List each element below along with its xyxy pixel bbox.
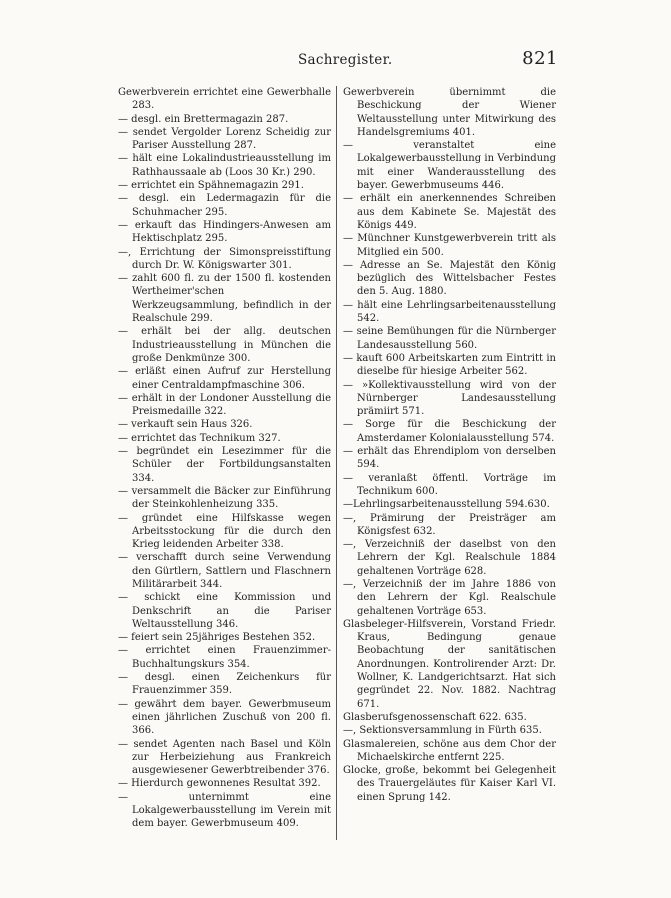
index-entry: —, Verzeichniß der im Jahre 1886 von den Lehrern der Kgl. Realschule gehaltenen Vorträge 653. [343,578,556,617]
index-entry: — begründet ein Lesezimmer für die Schüler der Fortbildungsanstalten 334. [118,446,331,484]
index-entry: — verkauft sein Haus 326. [118,419,253,431]
index-entry: — desgl. einen Zeichenkurs für Frauenzimmer 359. [118,672,331,697]
index-entry: —, Prämirung der Preisträger am Königsfest 632. [343,512,556,537]
running-title: Sachregister. [298,52,393,68]
index-entry: — sendet Vergolder Lorenz Scheidig zur Pariser Ausstellung 287. [118,126,331,152]
index-entry: — erhält bei der allg. deutschen Industrieausstellung in München die große Denkmünze 300. [118,326,331,364]
index-entry: — seine Bemühungen für die Nürnberger Landesausstellung 560. [343,326,556,351]
index-entry: Glasberufsgenossenschaft 622. 635. [343,711,527,723]
index-entry: — veranstaltet eine Lokalgewerbausstellung in Verbindung mit einer Wanderausstellung des bayer. Gewerbmuseums 446. [343,140,556,192]
index-entry: — zahlt 600 fl. zu der 1500 fl. kostenden Wertheimer'schen Werkzeugsammlung, befindlich in der Realschule 299. [118,273,331,325]
index-entry: — hält eine Lehrlingsarbeitenausstellung 542. [343,299,556,325]
index-entry: — kauft 600 Arbeitskarten zum Eintritt in dieselbe für hiesige Arbeiter 562. [343,352,556,378]
page-header [80,48,558,72]
page-number: 821 [522,48,558,69]
index-entry: — veranlaßt öffentl. Vorträge im Technikum 600. [343,472,556,497]
index-entry: — Adresse an Se. Majestät den König bezüglich des Wittelsbacher Festes den 5. Aug. 1880. [343,259,556,298]
index-entry: — gründet eine Hilfskasse wegen Arbeitsstockung für die durch den Krieg leidenden Arbeiter 338. [118,512,331,551]
index-entry: —Lehrlingsarbeitenausstellung 594.630. [343,499,550,511]
index-entry: —, Errichtung der Simonspreisstiftung durch Dr. W. Königswarter 301. [118,246,331,271]
index-entry: — feiert sein 25jähriges Bestehen 352. [118,632,316,644]
index-entry: — errichtet ein Spähnemagazin 291. [118,180,304,192]
index-entry: — unternimmt eine Lokalgewerbausstellung im Verein mit dem bayer. Gewerbmuseum 409. [118,791,331,830]
index-entry: —, Verzeichniß der daselbst von den Lehrern der Kgl. Realschule 1884 gehaltenen Vorträge 628. [343,539,556,577]
index-entry: — erhält das Ehrendiplom von derselben 594. [343,446,556,471]
index-entry: — desgl. ein Brettermagazin 287. [118,113,289,125]
index-entry: — sendet Agenten nach Basel und Köln zur Herbeiziehung aus Frankreich ausgewiesener Gewerbtreibender 376. [118,738,331,777]
index-entry: — erhält in der Londoner Ausstellung die Preismedaille 322. [118,392,331,418]
index-entry: — verschafft durch seine Verwendung den Gürtlern, Sattlern und Flaschnern Militärarbeit 344. [118,552,331,590]
index-entry: — erhält ein anerkennendes Schreiben aus dem Kabinete Se. Majestät des Königs 449. [343,193,556,231]
index-entry: — Hierdurch gewonnenes Resultat 392. [118,778,321,790]
index-entry: — erkauft das Hindingers-Anwesen am Hektischplatz 295. [118,219,331,245]
index-entry: —, Sektionsversammlung in Fürth 635. [343,725,542,737]
index-entry: — gewährt dem bayer. Gewerbmuseum einen jährlichen Zuschuß von 200 fl. 366. [118,698,331,737]
index-entry: — erläßt einen Aufruf zur Herstellung einer Centraldampfmaschine 306. [118,366,331,391]
index-entry: Glasmalereien, schöne aus dem Chor der Michaelskirche entfernt 225. [343,738,556,763]
column-divider [336,86,337,840]
index-entry: — errichtet einen Frauenzimmer-Buchhaltungskurs 354. [118,645,331,670]
index-column-left [118,86,331,831]
index-entry: — Sorge für die Beschickung der Amsterdamer Kolonialausstellung 574. [343,419,556,444]
index-entry: — schickt eine Kommission und Denkschrift an die Pariser Weltausstellung 346. [118,592,331,630]
index-entry: — »Kollektivausstellung wird von der Nürnberger Landesausstellung prämiirt 571. [343,379,556,418]
index-entry: Glasbeleger-Hilfsverein, Vorstand Friedr. Kraus, Bedingung genaue Beobachtung der sanitätischen Anordnungen. Kontrolirender Arzt: Dr. Wollner, K. Landgerichtsarzt. Hat sich gegründet 22. Nov. 1882. Nachtrag 671. [343,618,556,710]
index-entry: Glocke, große, bekommt bei Gelegenheit des Trauergeläutes für Kaiser Karl VI. einen Sprung 142. [343,765,556,803]
index-entry: — desgl. ein Ledermagazin für die Schuhmacher 295. [118,193,331,218]
index-column-right [343,86,556,804]
index-entry: — hält eine Lokalindustrieausstellung im Rathhaussaale ab (Loos 30 Kr.) 290. [118,153,331,178]
index-entry: — versammelt die Bäcker zur Einführung der Steinkohlenheizung 335. [118,485,331,511]
index-entry: Gewerbverein errichtet eine Gewerbhalle 283. [118,87,331,112]
index-entry: Gewerbverein übernimmt die Beschickung der Wiener Weltausstellung unter Mitwirkung des Handelsgremiums 401. [343,87,556,138]
index-entry: — errichtet das Technikum 327. [118,432,281,444]
index-entry: — Münchner Kunstgewerbverein tritt als Mitglied ein 500. [343,233,556,258]
